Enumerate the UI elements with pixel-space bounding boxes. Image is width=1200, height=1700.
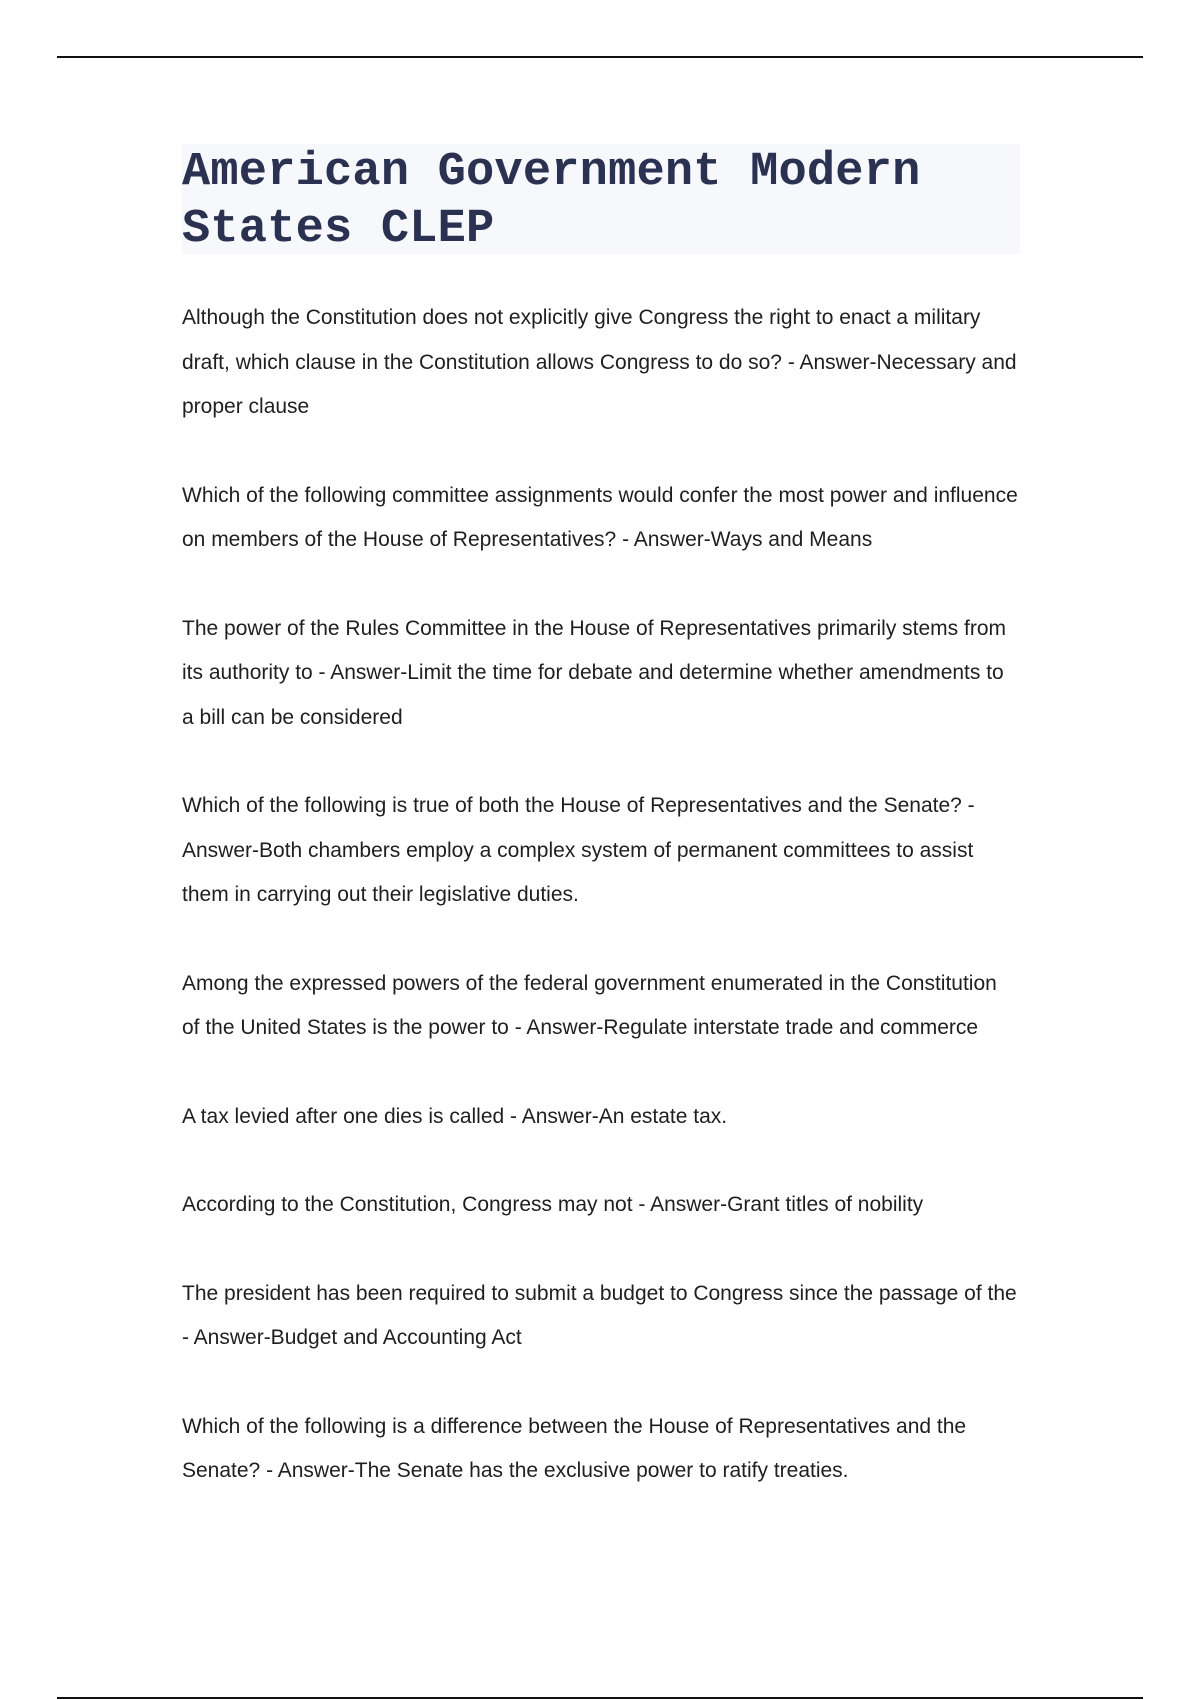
qa-item: Although the Constitution does not explicitly give Congress the right to enact a military draft, which clause in the Constitution allows Congress to do so? - Answer-Necessary and proper clause: [182, 306, 1017, 418]
qa-item: The president has been required to submit a budget to Congress since the passage of the - Answer-Budget and Accounting Act: [182, 1281, 1017, 1349]
qa-list: [182, 296, 1020, 1494]
bottom-divider: [57, 1697, 1143, 1699]
qa-item: The power of the Rules Committee in the House of Representatives primarily stems from its authority to - Answer-Limit the time for debate and determine whether amendments to a bill can be considered: [182, 616, 1006, 729]
qa-item: Which of the following is true of both the House of Representatives and the Senate? - Answer-Both chambers employ a complex system of permanent committees to assist them in carrying out their legislative duties.: [182, 794, 975, 906]
title-banner: [182, 144, 1020, 254]
document-title: American Government Modern States CLEP: [182, 146, 921, 256]
qa-item: Which of the following is a difference between the House of Representatives and the Senate? - Answer-The Senate has the exclusive power to ratify treaties.: [182, 1414, 967, 1482]
qa-item: Among the expressed powers of the federal government enumerated in the Constitution of the United States is the power to - Answer-Regulate interstate trade and commerce: [182, 971, 997, 1039]
document-body: [182, 144, 1020, 1538]
qa-item: A tax levied after one dies is called - Answer-An estate tax.: [182, 1104, 728, 1128]
qa-item: According to the Constitution, Congress may not - Answer-Grant titles of nobility: [182, 1193, 924, 1216]
qa-item: Which of the following committee assignments would confer the most power and influence on members of the House of Representatives? - Answer-Ways and Means: [182, 483, 1018, 551]
top-divider: [57, 56, 1143, 58]
